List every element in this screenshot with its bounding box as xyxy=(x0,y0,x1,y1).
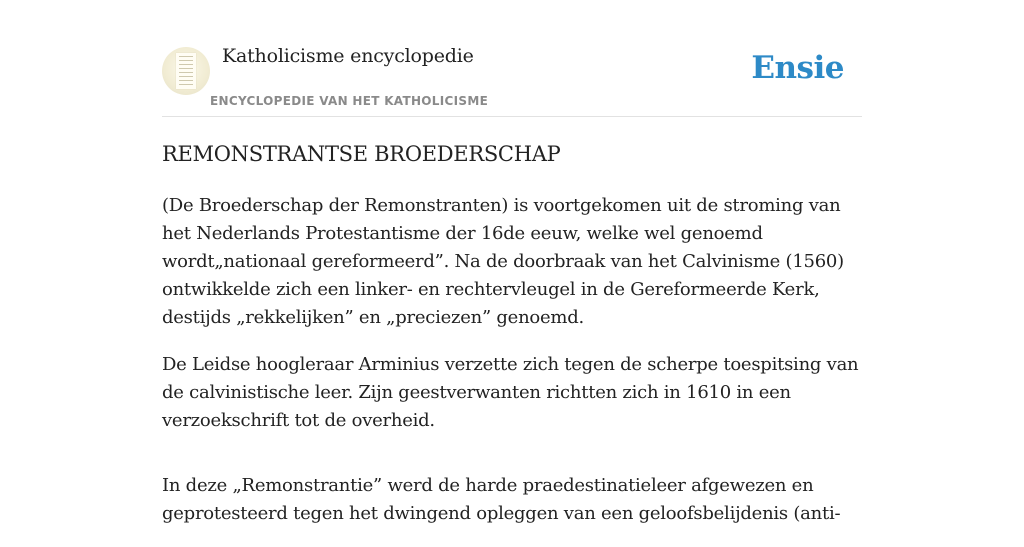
article-title: REMONSTRANTSE BROEDERSCHAP xyxy=(162,142,561,166)
article-paragraph: (De Broederschap der Remonstranten) is voortgekomen uit de stroming van het Nederlands Protestantisme der 16de eeuw, welke wel genoemd wordt„nationaal gereformeerd”. Na de doorbraak van het Calvinisme (1560) ontwikkelde zich een linker- en rechtervleugel in de Gereformeerde Kerk, destijds „rekkelijken” en „preciezen” genoemd. xyxy=(162,195,844,328)
article-paragraph: In deze „Remonstrantie” werd de harde praedestinatieleer afgewezen en geprotesteerd tegen het dwingend opleggen van een geloofsbelijdenis (anti- xyxy=(162,475,841,524)
article xyxy=(162,138,862,547)
site-header xyxy=(162,40,862,117)
encyclopedia-logo[interactable] xyxy=(162,47,210,95)
article-paragraph: De Leidse hoogleraar Arminius verzette zich tegen de scherpe toespitsing van de calvinistische leer. Zijn geestverwanten richtten zich in 1610 in een verzoekschrift tot de overheid. xyxy=(162,354,859,431)
book-page-icon xyxy=(176,53,196,89)
ensie-brand-link[interactable]: Ensie xyxy=(751,50,844,86)
site-title[interactable]: Katholicisme encyclopedie xyxy=(222,45,474,67)
site-subtitle: ENCYCLOPEDIE VAN HET KATHOLICISME xyxy=(210,94,489,108)
